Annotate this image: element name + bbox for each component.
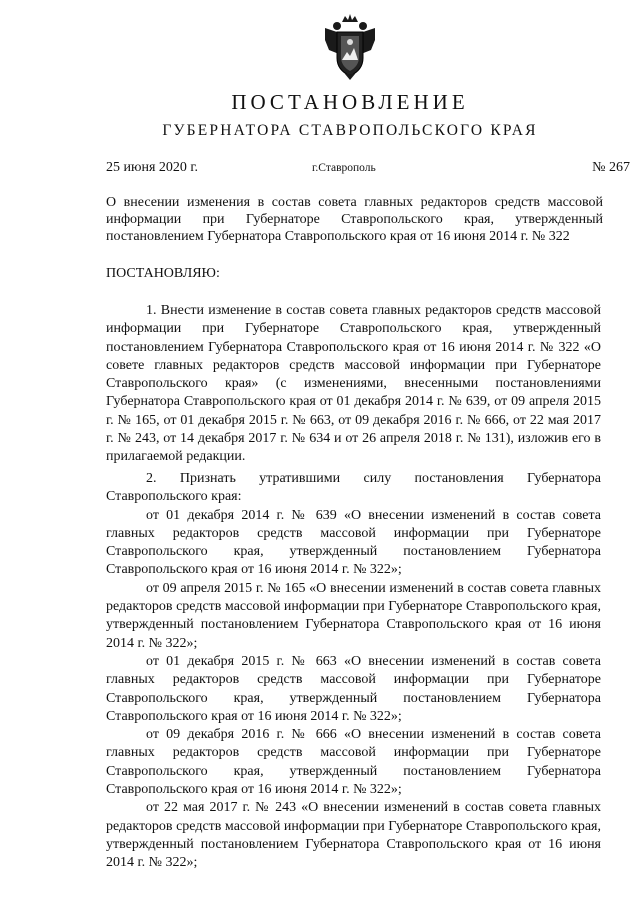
document-issuer: ГУБЕРНАТОРА СТАВРОПОЛЬСКОГО КРАЯ <box>162 122 538 139</box>
document-city: г.Ставрополь <box>312 162 376 174</box>
document-date: 25 июня 2020 г. <box>106 160 199 175</box>
repealed-item: от 09 апреля 2015 г. № 165 «О внесении изменений в состав совета главных редакторов средств массовой информации при Губернаторе Ставропольского края, утвержденный постановлением Губернатора Ставропольского края от 16 июня 2014 г. № 322»; <box>106 580 601 651</box>
document-number: № 267 <box>592 160 630 175</box>
paragraph-1-text: 1. Внести изменение в состав совета главных редакторов средств массовой информации при Губернаторе Ставропольского края, утвержденный постановлением Губернатора Ставропольского края от 16 июня 2014 г. № 322 «О совете главных редакторов средств массовой информации при Губернаторе Ставропольского края» (с изменениями, внесенными постановлениями Губернатора Ставропольского края от 01 декабря 2014 г. № 639, от 09 апреля 2015 г. № 165, от 01 декабря 2015 г. № 663, от 09 декабря 2016 г. № 666, от 22 мая 2017 г. № 243, от 14 декабря 2017 г. № 634 и от 26 апреля 2018 г. № 131), изложив его в прилагаемой редакции. <box>106 303 601 465</box>
document-subject: О внесении изменения в состав совета главных редакторов средств массовой информации при Губернаторе Ставропольского края, утвержденный постановлением Губернатора Ставропольского края от 16 июня 2014 г. № 322 <box>106 195 603 244</box>
paragraph-2 <box>106 470 601 873</box>
repealed-item: от 09 декабря 2016 г. № 666 «О внесении изменений в состав совета главных редакторов средств массовой информации при Губернаторе Ставропольского края, утвержденный постановлением Губернатора Ставропольского края от 16 июня 2014 г. № 322»; <box>106 727 601 798</box>
decree-word: ПОСТАНОВЛЯЮ: <box>106 266 220 281</box>
document-title: ПОСТАНОВЛЕНИЕ <box>231 90 469 114</box>
repealed-item: от 01 декабря 2015 г. № 663 «О внесении изменений в состав совета главных редакторов средств массовой информации при Губернаторе Ставропольского края, утвержденный постановлением Губернатора Ставропольского края от 16 июня 2014 г. № 322»; <box>106 653 601 724</box>
paragraph-1 <box>106 302 601 467</box>
paragraph-2-text: 2. Признать утратившими силу постановления Губернатора Ставропольского края: <box>106 471 601 505</box>
repealed-item: от 01 декабря 2014 г. № 639 «О внесении изменений в состав совета главных редакторов средств массовой информации при Губернаторе Ставропольского края, утвержденный постановлением Губернатора Ставропольского края от 16 июня 2014 г. № 322»; <box>106 507 601 578</box>
coat-of-arms-icon <box>323 14 377 80</box>
repealed-item: от 22 мая 2017 г. № 243 «О внесении изменений в состав совета главных редакторов средств массовой информации при Губернаторе Ставропольского края, утвержденный постановлением Губернатора Ставропольского края от 16 июня 2014 г. № 322»; <box>106 800 601 871</box>
